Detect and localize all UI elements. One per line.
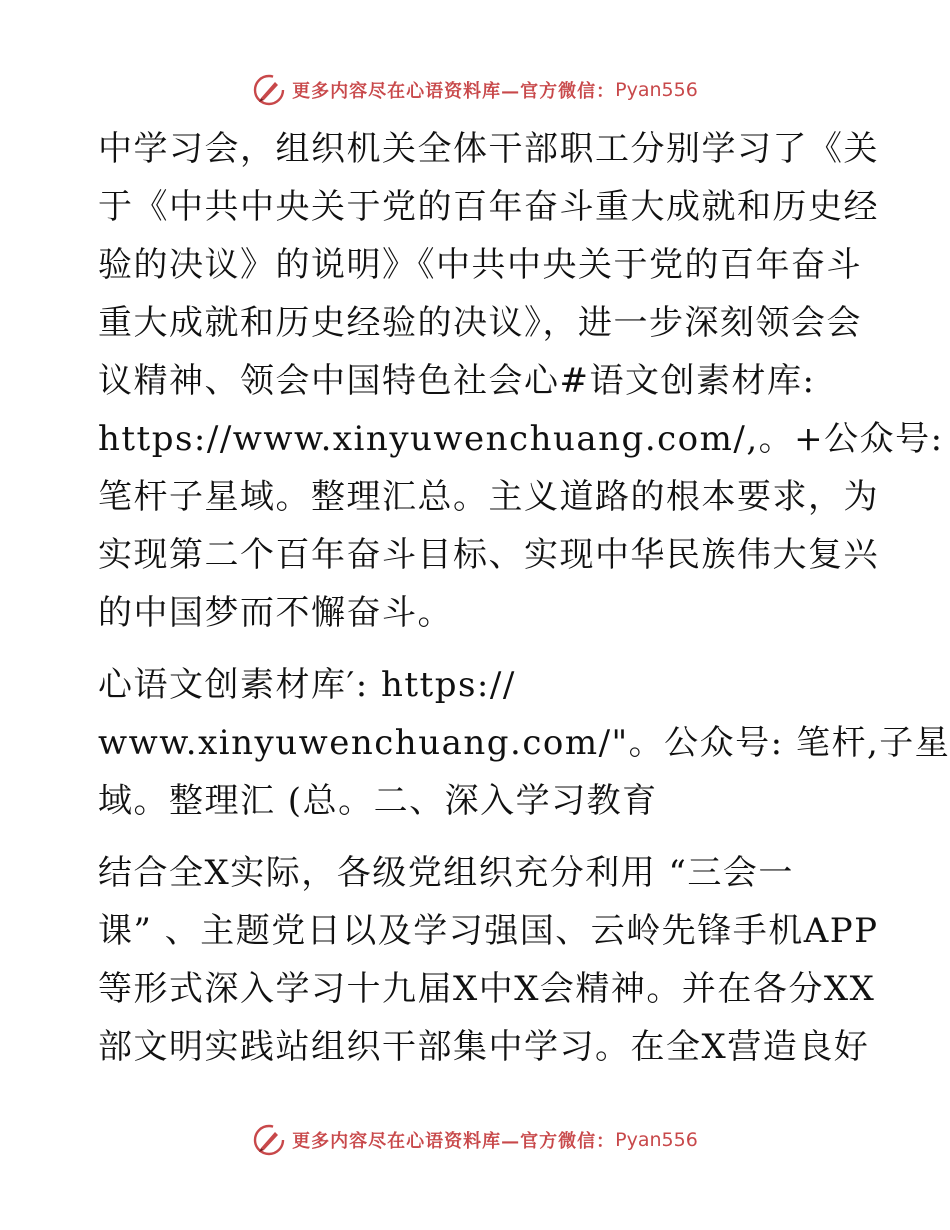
banner-wechat-id: Pyan556 [615,1129,698,1151]
banner-text: 更多内容尽在心语资料库—官方微信： [292,81,616,102]
pen-logo-icon [252,73,286,107]
pen-logo-icon [252,1123,286,1157]
text-line: www.xinyuwenchuang.com/"。公众号: 笔杆,子星 [98,723,950,763]
text-line: 笔杆子星域。整理汇总。主义道路的根本要求，为 [98,477,879,517]
text-line: 议精神、领会中国特色社会心#语文创素材库: [98,361,816,401]
text-line: 等形式深入学习十九届X中X会精神。并在各分XX [98,969,876,1009]
text-line: 验的决议》的说明》《中共中央关于党的百年奋斗 [98,245,862,285]
footer-banner [0,1120,950,1160]
text-line: 于《中共中央关于党的百年奋斗重大成就和历史经 [98,187,879,227]
header-banner [0,70,950,110]
banner-text: 更多内容尽在心语资料库—官方微信： [292,1131,616,1152]
paragraph-2 [98,656,950,830]
text-line: 域。整理汇 (总。二、深入学习教育 [98,781,658,821]
text-line: 重大成就和历史经验的决议》，进一步深刻领会会 [98,303,862,343]
text-line: 部文明实践站组织干部集中学习。在全X营造良好 [98,1027,870,1067]
document-body [98,120,950,1076]
text-line: 中学习会，组织机关全体干部职工分别学习了《关 [98,129,879,169]
text-line: 的中国梦而不懈奋斗。 [98,593,453,633]
paragraph-1 [98,120,944,642]
text-line: 课” 、主题党日以及学习强国、云岭先锋手机APP [98,911,879,951]
banner-wechat-id: Pyan556 [615,79,698,101]
text-line: 心语文创素材库′: https:// [98,665,516,705]
text-line: 结合全X实际，各级党组织充分利用 “三会一 [98,853,794,893]
text-line: 实现第二个百年奋斗目标、实现中华民族伟大复兴 [98,535,879,575]
paragraph-3 [98,844,879,1076]
text-line: https://www.xinyuwenchuang.com/,。+公众号: [98,419,944,459]
